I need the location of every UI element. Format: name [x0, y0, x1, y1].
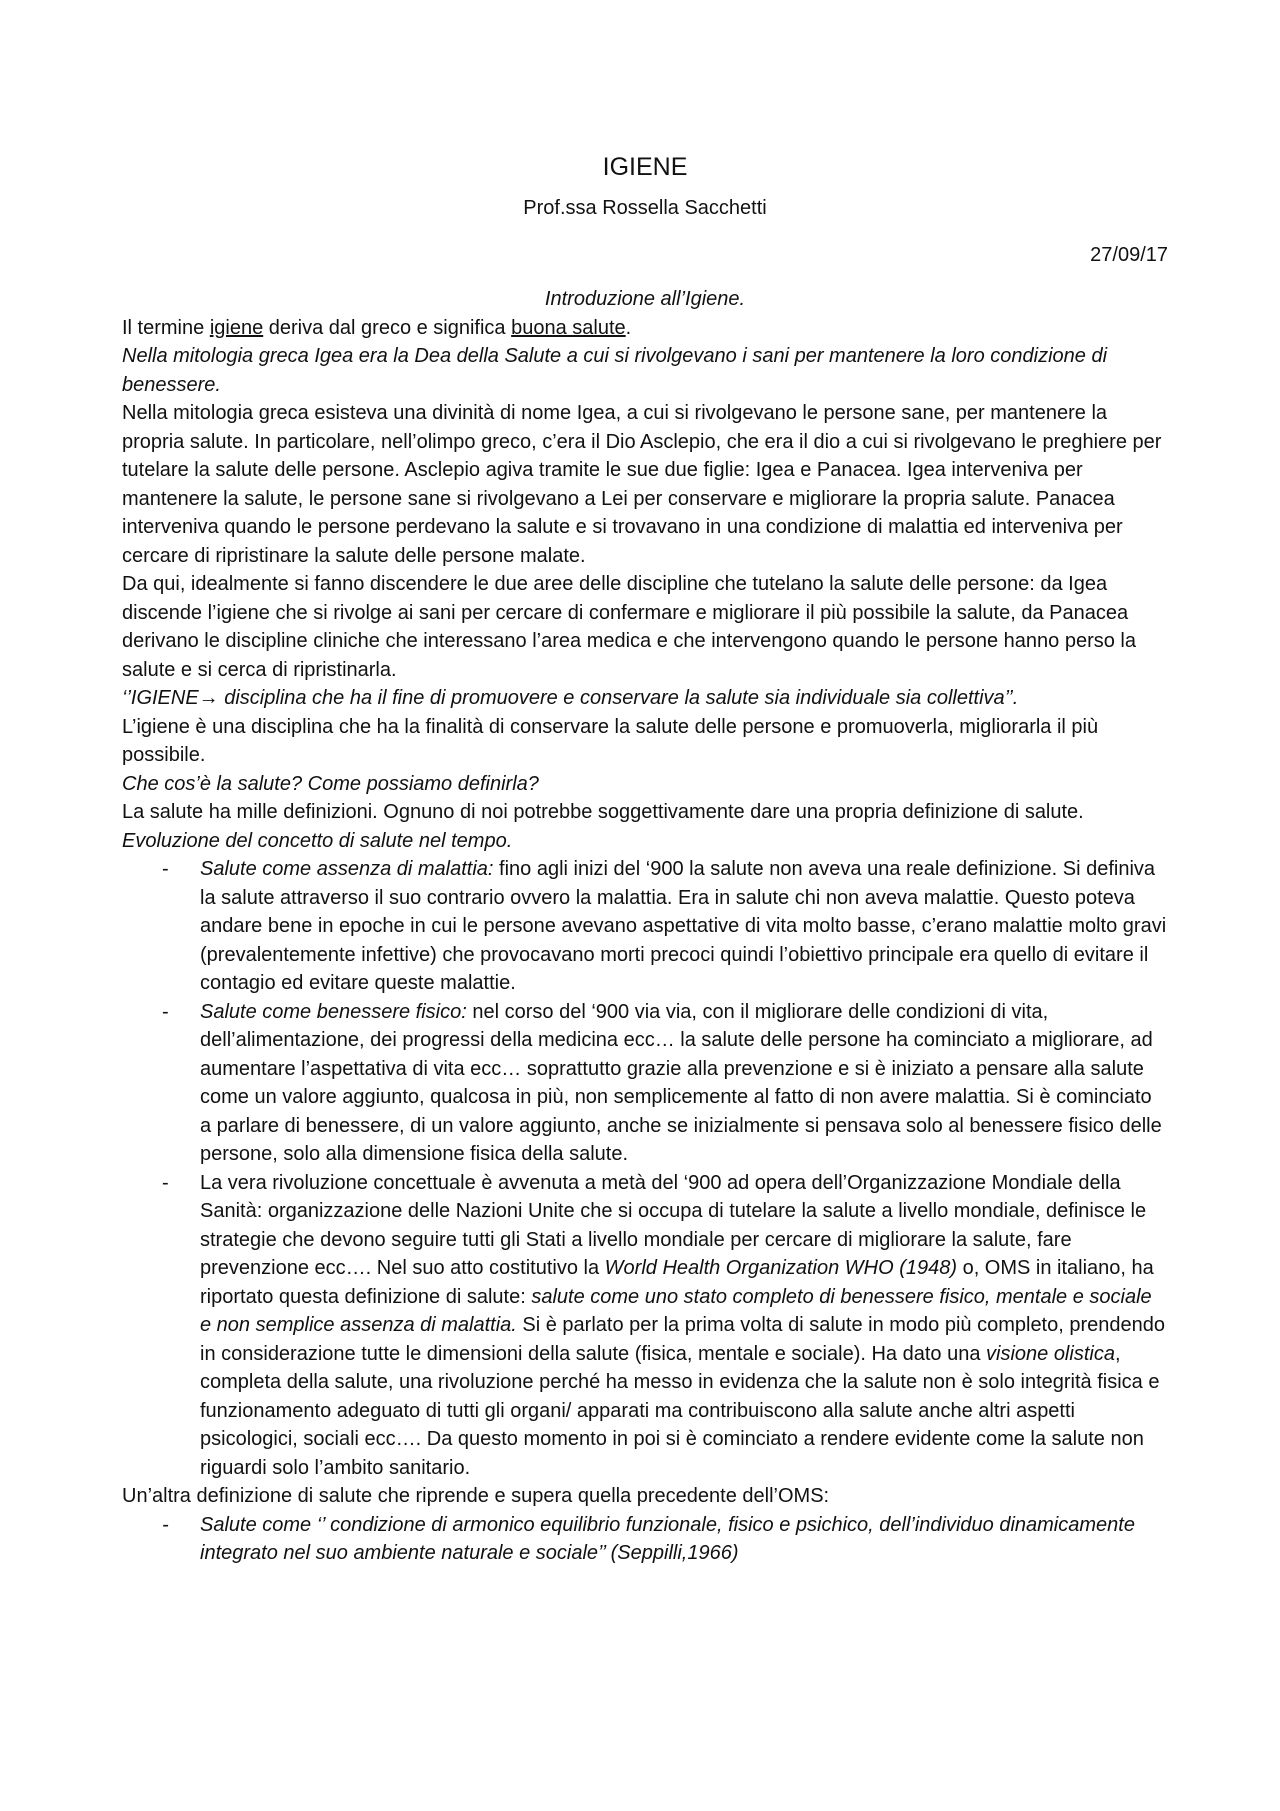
paragraph-mythology-italic: Nella mitologia greca Igea era la Dea della Salute a cui si rivolgevano i sani per mantenere la loro condizione di benessere. [122, 345, 1108, 396]
term-buona-salute: buona salute [511, 316, 626, 339]
paragraph-another-definition: Un’altra definizione di salute che riprende e supera quella precedente dell’OMS: [122, 1485, 830, 1507]
list-item [200, 1169, 1168, 1483]
paragraph-evolution-heading: Evoluzione del concetto di salute nel tempo. [122, 829, 513, 852]
list-item-text: fino agli inizi del ‘900 la salute non aveva una reale definizione. Si definiva la salute attraverso il suo contrario ovvero la malattia. Era in salute chi non aveva malattie. Questo poteva andare bene in epoche in cui le persone avevano aspettative di vita molto basse, c’erano malattie molto gravi (prevalentemente infettive) che provocavano morti precoci quindi l’obiettivo principale era quello di evitare il contagio ed evitare queste malattie. [200, 858, 1167, 994]
list-item [200, 998, 1168, 1169]
seppilli-list [122, 1511, 1168, 1568]
paragraph-question: Che cos’è la salute? Come possiamo definirla? [122, 772, 539, 795]
list-item-text: Si è parlato per la prima volta di salute in modo più completo, prendendo in considerazione tutte le dimensioni della salute (fisica, mentale e sociale). Ha dato una [200, 1314, 1165, 1365]
text-run: Il termine [122, 316, 210, 339]
section-subtitle: Introduzione all’Igiene. [544, 288, 746, 310]
term-igiene: igiene [209, 316, 264, 339]
paragraph-disciplines: Da qui, idealmente si fanno discendere le due aree delle discipline che tutelano la salute delle persone: da Igea discende l’igiene che si rivolge ai sani per cercare di confermare e migliorare il più possibile la salute, da Panacea derivano le discipline cliniche che interessano l’area medica e che intervengono quando le persone hanno perso la salute e si cerca di ripristinarla. [122, 573, 1136, 681]
text-run: deriva dal greco e significa [263, 316, 512, 339]
holistic-vision: visione olistica [986, 1342, 1115, 1365]
paragraph-many-definitions: La salute ha mille definizioni. Ognuno di noi potrebbe soggettivamente dare una propria definizione di salute. [122, 801, 1084, 823]
list-item [200, 855, 1168, 998]
document-date: 27/09/17 [1090, 243, 1168, 266]
document-page [122, 150, 1168, 1568]
author-line: Prof.ssa Rossella Sacchetti [523, 197, 767, 219]
evolution-list [122, 855, 1168, 1482]
list-item-text: nel corso del ‘900 via via, con il migliorare delle condizioni di vita, dell’alimentazione, dei progressi della medicina ecc… la salute delle persone ha cominciato a migliorare, ad aumentare l’aspettativa di vita ecc… soprattutto grazie alla prevenzione e si è iniziato a pensare alla salute come un valore aggiunto, qualcosa in più, non semplicemente al fatto di non avere malattia. Si è cominciato a parlare di benessere, di un valore aggiunto, anche se inizialmente si pensava solo al benessere fisico delle persone, solo alla dimensione fisica della salute. [200, 1000, 1162, 1165]
list-item-lead: Salute come assenza di malattia: [200, 858, 494, 880]
who-definition: salute come uno stato completo di benessere fisico, mentale e sociale e non semplice assenza di malattia. [200, 1285, 1152, 1336]
paragraph-hygiene-purpose: L’igiene è una disciplina che ha la finalità di conservare la salute delle persone e promuoverla, migliorarla il più possibile. [122, 715, 1099, 766]
paragraph-definition-quote: ‘’IGIENE→ disciplina che ha il fine di promuovere e conservare la salute sia individuale sia collettiva’’. [122, 687, 1019, 709]
list-item-text: o, OMS in italiano, ha riportato questa definizione di salute: [200, 1257, 1154, 1308]
text-run: . [625, 316, 632, 339]
list-item: - Salute come ‘’ condizione di armonico equilibrio funzionale, fisico e psichico, dell’individuo dinamicamente integrato nel suo ambiente naturale e sociale’’ (Seppilli,1966) [200, 1511, 1168, 1568]
paragraph-etymology [122, 314, 1168, 343]
who-name: World Health Organization WHO (1948) [604, 1257, 958, 1279]
list-item-text: La vera rivoluzione concettuale è avvenuta a metà del ‘900 ad opera dell’Organizzazione Mondiale della Sanità: organizzazione delle Nazioni Unite che si occupa di tutelare la salute a livello mondiale, definisce le strategie che devono seguire tutti gli Stati a livello mondiale per cercare di migliorare la salute, fare prevenzione ecc…. Nel suo atto costitutivo la [200, 1171, 1147, 1279]
list-item-text: , completa della salute, una rivoluzione perché ha messo in evidenza che la salute non è solo integrità fisica e funzionamento adeguato di tutti gli organi/ apparati ma contribuiscono alla salute anche altri aspetti psicologici, sociali ecc…. Da questo momento in poi si è cominciato a rendere evidente come la salute non riguardi solo l’ambito sanitario. [200, 1342, 1160, 1479]
list-item-lead: Salute come benessere fisico: [200, 1000, 467, 1023]
paragraph-mythology: Nella mitologia greca esisteva una divinità di nome Igea, a cui si rivolgevano le persone sane, per mantenere la propria salute. In particolare, nell’olimpo greco, c’era il Dio Asclepio, che era il dio a cui si rivolgevano le preghiere per tutelare la salute delle persone. Asclepio agiva tramite le sue due figlie: Igea e Panacea. Igea interveniva per mantenere la salute, le persone sane si rivolgevano a Lei per conservare e migliorare la propria salute. Panacea interveniva quando le persone perdevano la salute e si trovavano in una condizione di malattia ed interveniva per cercare di ripristinare la salute delle persone malate. [122, 402, 1162, 567]
document-title: IGIENE [602, 153, 688, 181]
